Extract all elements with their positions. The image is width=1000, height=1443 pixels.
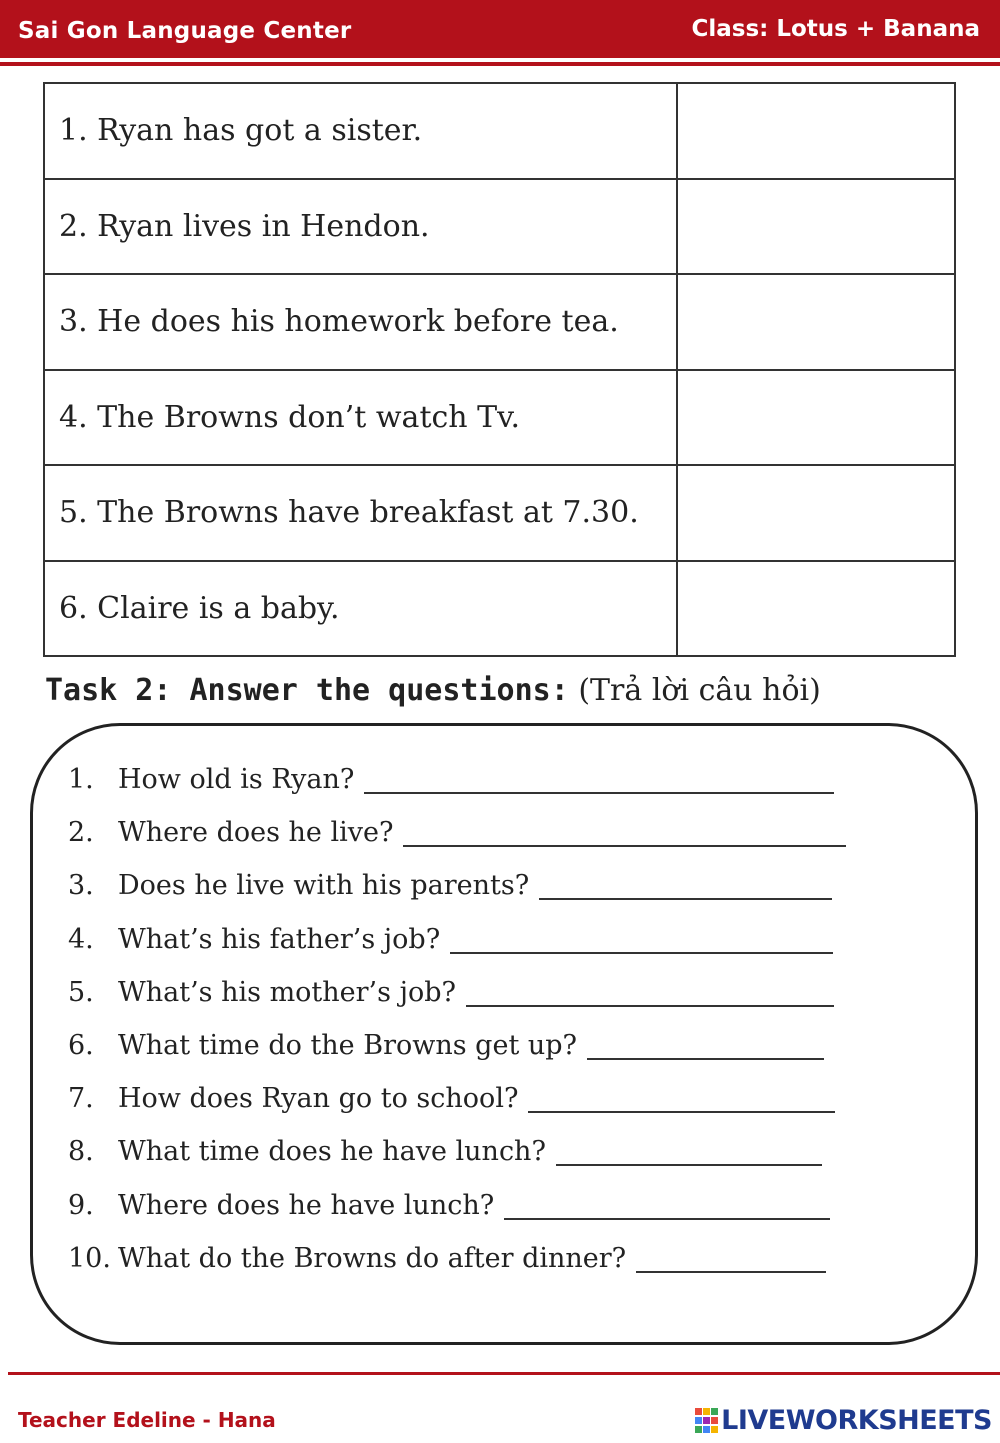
statement-cell: 2. Ryan lives in Hendon.	[44, 179, 677, 275]
answer-line[interactable]	[450, 924, 833, 954]
liveworksheets-logo-icon	[695, 1408, 719, 1434]
class-label: Class: Lotus + Banana	[691, 16, 980, 42]
answer-line[interactable]	[364, 764, 834, 794]
question-item	[68, 1030, 868, 1083]
center-name: Sai Gon Language Center	[18, 18, 352, 44]
task2-heading	[45, 673, 821, 708]
question-item	[68, 817, 868, 870]
question-text: What time does he have lunch?	[118, 1136, 546, 1168]
question-text: How does Ryan go to school?	[118, 1083, 519, 1115]
question-text: What do the Browns do after dinner?	[118, 1242, 627, 1274]
question-number: 5.	[68, 976, 94, 1008]
question-text: What’s his father’s job?	[118, 923, 441, 955]
answer-line[interactable]	[403, 817, 846, 847]
question-text: Does he live with his parents?	[118, 870, 530, 902]
answer-line[interactable]	[556, 1136, 822, 1166]
statement-cell: 1. Ryan has got a sister.	[44, 83, 677, 179]
answer-box[interactable]	[677, 83, 955, 179]
task2-note: (Trả lời câu hỏi)	[578, 673, 821, 708]
question-text: What time do the Browns get up?	[118, 1029, 578, 1061]
question-item	[68, 870, 868, 923]
statement-cell: 6. Claire is a baby.	[44, 561, 677, 657]
teacher-name: Teacher Edeline - Hana	[18, 1408, 276, 1432]
question-item	[68, 924, 868, 977]
question-item	[68, 1083, 868, 1136]
answer-line[interactable]	[466, 977, 834, 1007]
question-number: 8.	[68, 1136, 94, 1168]
answer-box[interactable]	[677, 179, 955, 275]
question-number: 2.	[68, 817, 94, 849]
question-item	[68, 977, 868, 1030]
question-number: 9.	[68, 1189, 94, 1221]
true-false-table	[43, 82, 956, 657]
table-row	[44, 370, 955, 466]
header-divider	[0, 62, 1000, 66]
table-row	[44, 83, 955, 179]
answer-line[interactable]	[539, 870, 832, 900]
statement-cell: 3. He does his homework before tea.	[44, 274, 677, 370]
question-text: How old is Ryan?	[118, 764, 355, 795]
question-number: 10.	[68, 1242, 111, 1274]
question-number: 1.	[68, 764, 94, 795]
task2-title: Task 2: Answer the questions:	[45, 673, 569, 708]
table-row	[44, 274, 955, 370]
question-number: 3.	[68, 870, 94, 902]
question-number: 4.	[68, 923, 94, 955]
table-row	[44, 561, 955, 657]
statement-cell: 4. The Browns don’t watch Tv.	[44, 370, 677, 466]
question-text: What’s his mother’s job?	[118, 976, 456, 1008]
table-row	[44, 179, 955, 275]
answer-line[interactable]	[636, 1243, 826, 1273]
answer-line[interactable]	[504, 1190, 830, 1220]
answer-box[interactable]	[677, 561, 955, 657]
question-item	[68, 1190, 868, 1243]
question-number: 7.	[68, 1083, 94, 1115]
questions-list	[68, 764, 868, 1296]
footer-divider	[8, 1372, 1000, 1375]
statement-cell: 5. The Browns have breakfast at 7.30.	[44, 465, 677, 561]
question-item	[68, 1136, 868, 1189]
answer-box[interactable]	[677, 370, 955, 466]
question-item	[68, 1243, 868, 1296]
liveworksheets-logo[interactable]	[695, 1405, 992, 1436]
answer-box[interactable]	[677, 465, 955, 561]
answer-line[interactable]	[528, 1083, 835, 1113]
question-number: 6.	[68, 1029, 94, 1061]
question-text: Where does he live?	[118, 817, 394, 849]
question-text: Where does he have lunch?	[118, 1189, 495, 1221]
answer-line[interactable]	[587, 1030, 824, 1060]
table-row	[44, 465, 955, 561]
logo-text: LIVEWORKSHEETS	[721, 1405, 992, 1436]
answer-box[interactable]	[677, 274, 955, 370]
question-item	[68, 764, 868, 817]
